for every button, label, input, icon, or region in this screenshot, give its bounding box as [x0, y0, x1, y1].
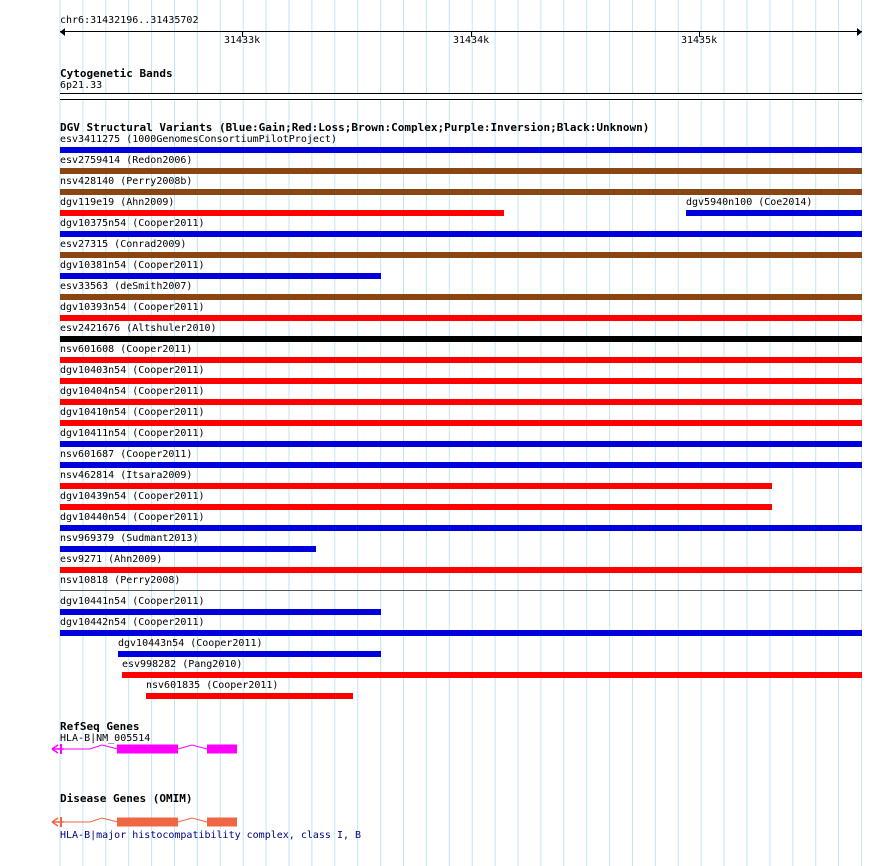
variant-label[interactable]: dgv5940n100 (Coe2014) [686, 197, 813, 208]
variant-label[interactable]: dgv10381n54 (Cooper2011) [60, 260, 205, 271]
ruler-range-label: chr6:31432196..31435702 [60, 15, 199, 26]
ruler-tick-label: 31435k [681, 35, 718, 46]
variant-bar[interactable] [60, 630, 862, 636]
variant-bar[interactable] [60, 462, 862, 468]
variant-label[interactable]: dgv10442n54 (Cooper2011) [60, 617, 205, 628]
variant-label[interactable]: dgv10441n54 (Cooper2011) [60, 596, 205, 607]
ruler-axis [60, 31, 862, 32]
omim-gene-glyph[interactable] [50, 814, 250, 830]
variant-label[interactable]: dgv10440n54 (Cooper2011) [60, 512, 205, 523]
dgv-track-title: DGV Structural Variants (Blue:Gain;Red:Loss;Brown:Complex;Purple:Inversion;Black:Unknown) [60, 121, 650, 134]
exon-box [207, 745, 237, 754]
variant-label[interactable]: dgv10404n54 (Cooper2011) [60, 386, 205, 397]
variant-bar[interactable] [60, 525, 862, 531]
variant-label[interactable]: dgv10443n54 (Cooper2011) [118, 638, 263, 649]
refseq-gene-glyph[interactable] [50, 741, 250, 757]
variant-bar[interactable] [60, 420, 862, 426]
variant-label[interactable]: esv998282 (Pang2010) [122, 659, 243, 670]
variant-label[interactable]: nsv10818 (Perry2008) [60, 575, 181, 586]
omim-track-title: Disease Genes (OMIM) [60, 792, 193, 805]
exon-box [60, 817, 62, 827]
variant-bar[interactable] [60, 168, 862, 174]
strand-arrow-icon [52, 818, 64, 826]
variant-bar[interactable] [60, 399, 862, 405]
ruler-right-arrow-icon [857, 28, 862, 36]
variant-label[interactable]: dgv10410n54 (Cooper2011) [60, 407, 205, 418]
variant-bar[interactable] [146, 693, 353, 699]
variant-bar[interactable] [60, 357, 862, 363]
dgv-separator [60, 590, 862, 591]
variant-label[interactable]: esv27315 (Conrad2009) [60, 239, 187, 250]
exon-box [117, 818, 178, 827]
ruler-tick-label: 31433k [224, 35, 261, 46]
variant-bar[interactable] [60, 441, 862, 447]
variant-bar[interactable] [60, 609, 381, 615]
ruler-tick-label: 31434k [453, 35, 490, 46]
variant-label[interactable]: nsv969379 (Sudmant2013) [60, 533, 199, 544]
variant-label[interactable]: esv33563 (deSmith2007) [60, 281, 193, 292]
cytoband-track-title: Cytogenetic Bands [60, 67, 173, 80]
variant-label[interactable]: esv9271 (Ahn2009) [60, 554, 163, 565]
variant-bar[interactable] [686, 210, 862, 216]
variant-label[interactable]: dgv10393n54 (Cooper2011) [60, 302, 205, 313]
variant-bar[interactable] [60, 378, 862, 384]
intron-line [178, 818, 207, 822]
variant-bar[interactable] [60, 210, 504, 216]
variant-label[interactable]: esv3411275 (1000GenomesConsortiumPilotProject) [60, 134, 337, 145]
strand-arrow-icon [52, 745, 64, 753]
refseq-track-title: RefSeq Genes [60, 720, 140, 733]
variant-bar[interactable] [60, 336, 862, 342]
intron-line [64, 818, 118, 822]
variant-bar[interactable] [60, 147, 862, 153]
intron-line [64, 745, 118, 749]
refseq-gene-label[interactable]: HLA-B|NM_005514 [60, 733, 151, 744]
variant-bar[interactable] [60, 252, 862, 258]
variant-bar[interactable] [118, 651, 381, 657]
variant-label[interactable]: dgv10375n54 (Cooper2011) [60, 218, 205, 229]
variant-label[interactable]: dgv119e19 (Ahn2009) [60, 197, 175, 208]
intron-line [178, 745, 207, 749]
exon-box [60, 744, 62, 754]
variant-bar[interactable] [60, 483, 772, 489]
variant-bar[interactable] [60, 294, 862, 300]
variant-bar[interactable] [60, 315, 862, 321]
variant-bar[interactable] [60, 546, 316, 552]
exon-box [117, 745, 178, 754]
omim-gene-label[interactable]: HLA-B|major histocompatibility complex, class I, B [60, 830, 362, 841]
variant-label[interactable]: esv2421676 (Altshuler2010) [60, 323, 217, 334]
variant-label[interactable]: dgv10411n54 (Cooper2011) [60, 428, 205, 439]
exon-box [207, 818, 237, 827]
variant-bar[interactable] [60, 231, 862, 237]
variant-bar[interactable] [60, 504, 772, 510]
variant-label[interactable]: esv2759414 (Redon2006) [60, 155, 193, 166]
variant-bar[interactable] [122, 672, 862, 678]
variant-label[interactable]: dgv10403n54 (Cooper2011) [60, 365, 205, 376]
variant-bar[interactable] [60, 273, 381, 279]
variant-label[interactable]: dgv10439n54 (Cooper2011) [60, 491, 205, 502]
variant-label[interactable]: nsv462814 (Itsara2009) [60, 470, 193, 481]
variant-bar[interactable] [60, 189, 862, 195]
variant-label[interactable]: nsv601608 (Cooper2011) [60, 344, 193, 355]
cytoband-ideogram-bottom [60, 99, 862, 100]
variant-bar[interactable] [60, 567, 862, 573]
variant-label[interactable]: nsv601687 (Cooper2011) [60, 449, 193, 460]
cytoband-label: 6p21.33 [60, 80, 103, 91]
variant-label[interactable]: nsv601835 (Cooper2011) [146, 680, 279, 691]
variant-label[interactable]: nsv428140 (Perry2008b) [60, 176, 193, 187]
ruler-left-arrow-icon [60, 28, 65, 36]
